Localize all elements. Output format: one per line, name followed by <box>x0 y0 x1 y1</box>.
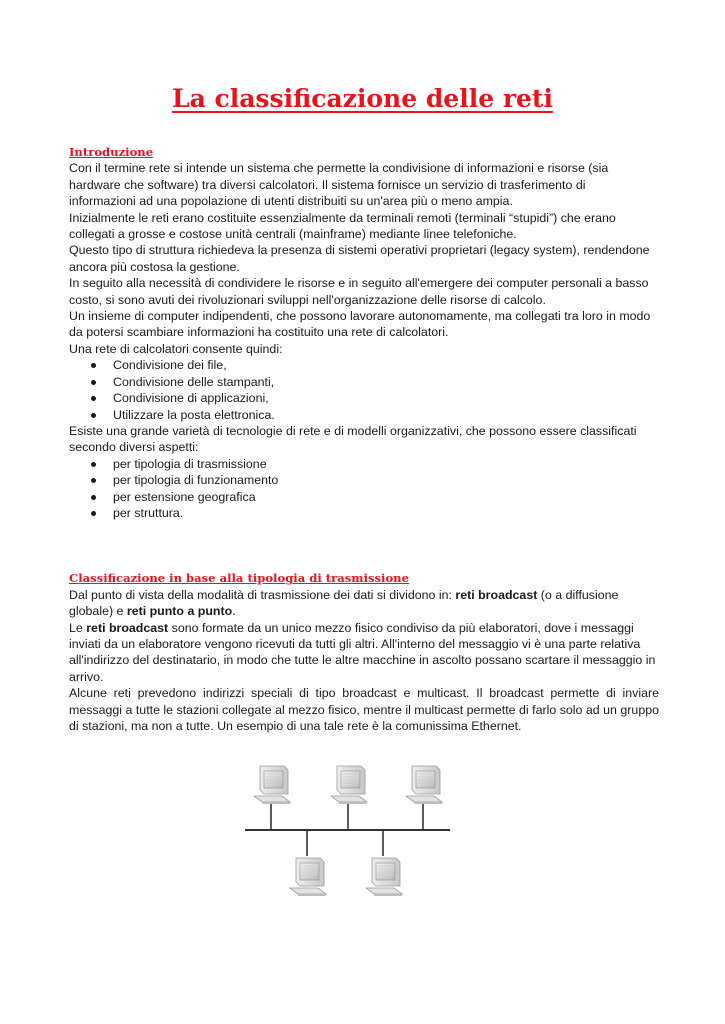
term-reti-punto-a-punto: reti punto a punto <box>126 604 233 619</box>
intro-line: Inizialmente le reti erano costituite essenzialmente da terminali remoti (terminali “stupidi”) che erano <box>69 210 616 225</box>
list-item: per estensione geografica <box>69 489 659 505</box>
text-run: Dal punto di vista della modalità di trasmissione dei dati si dividono in: <box>69 587 456 602</box>
intro-line: Questo tipo di struttura richiedeva la presenza di sistemi operativi proprietari (legacy system), rendendone <box>69 243 650 258</box>
intro-line: costo, si sono avuti dei rivoluzionari sviluppi nell'organizzazione delle risorse di calcolo. <box>69 292 546 307</box>
intro-line: informazioni ad una popolazione di utenti distribuiti su un'area più o meno ampia. <box>69 194 513 209</box>
variety-line: secondo diversi aspetti: <box>69 440 199 455</box>
computer-icon <box>331 766 367 804</box>
document-body <box>69 144 659 734</box>
intro-line: hardware che software) tra diversi calcolatori. Il sistema fornisce un servizio di trasferimento di <box>69 177 586 192</box>
intro-line: Con il termine rete si intende un sistema che permette la condivisione di informazioni e risorse (sia <box>69 161 609 176</box>
computer-icon <box>366 858 402 896</box>
list-item: Condivisione dei file, <box>69 357 659 373</box>
text-run: globale) e <box>69 604 127 619</box>
text-run: . <box>232 604 236 619</box>
list-item: per tipologia di trasmissione <box>69 456 659 472</box>
term-reti-broadcast: reti broadcast <box>86 620 169 635</box>
intro-line: da potersi scambiare informazioni ha costituito una rete di calcolatori. <box>69 325 449 340</box>
transmission-line: arrivo. <box>69 669 104 684</box>
computer-icon <box>290 858 326 896</box>
intro-line: collegati a grosse e costose unità centrali (mainframe) mediante linee telefoniche. <box>69 227 517 242</box>
transmission-paragraph-1 <box>69 587 659 620</box>
list-item: per struttura. <box>69 505 659 521</box>
computer-icon <box>254 766 290 804</box>
text-run: Le <box>69 620 87 635</box>
intro-line: In seguito alla necessità di condividere le risorse e in seguito all'emergere dei computer personali a basso <box>69 276 649 291</box>
term-reti-broadcast: reti broadcast <box>455 587 538 602</box>
text-run: sono formate da un unico mezzo fisico condiviso da più elaboratori, dove i messaggi <box>168 620 634 635</box>
intro-line: ancora più costosa la gestione. <box>69 259 240 274</box>
intro-line: Un insieme di computer indipendenti, che possono lavorare autonomamente, ma collegati tra loro in modo <box>69 309 651 324</box>
page-title <box>0 84 725 113</box>
uses-list <box>69 357 659 423</box>
computer-icon <box>406 766 442 804</box>
list-item: Condivisione delle stampanti, <box>69 374 659 390</box>
list-item: per tipologia di funzionamento <box>69 472 659 488</box>
page-title-text: La classificazione delle reti <box>172 84 553 113</box>
list-item: Utilizzare la posta elettronica. <box>69 407 659 423</box>
intro-heading: Introduzione <box>69 145 154 159</box>
aspects-list <box>69 456 659 522</box>
transmission-line: all'indirizzo del destinatario, in modo che tutte le altre macchine in ascolto possano scartare il messaggio in <box>69 653 656 668</box>
text-run: (o a diffusione <box>537 587 619 602</box>
transmission-line: inviati da un elaboratore vengono ricevuti da tutti gli altri. All'interno del messaggio vi è una parte relativa <box>69 636 641 651</box>
section-spacer <box>69 521 659 570</box>
variety-line: Esiste una grande varietà di tecnologie di rete e di modelli organizzativi, che possono essere classificati <box>69 423 637 438</box>
transmission-paragraph-3: Alcune reti prevedono indirizzi speciali di tipo broadcast e multicast. Il broadcast permette di inviare messaggi a tutte le stazioni collegate al mezzo fisico, mentre il multicast permette di farlo solo ad un gruppo di stazioni, ma non a tutte. Un esempio di una tale rete è la comunissima Ethernet. <box>69 686 659 733</box>
transmission-heading: Classificazione in base alla tipologia di trasmissione <box>69 571 409 586</box>
intro-line: Una rete di calcolatori consente quindi: <box>69 341 283 356</box>
transmission-paragraph-2 <box>69 620 659 636</box>
list-item: Condivisione di applicazioni, <box>69 390 659 406</box>
bus-network-diagram <box>240 760 455 910</box>
